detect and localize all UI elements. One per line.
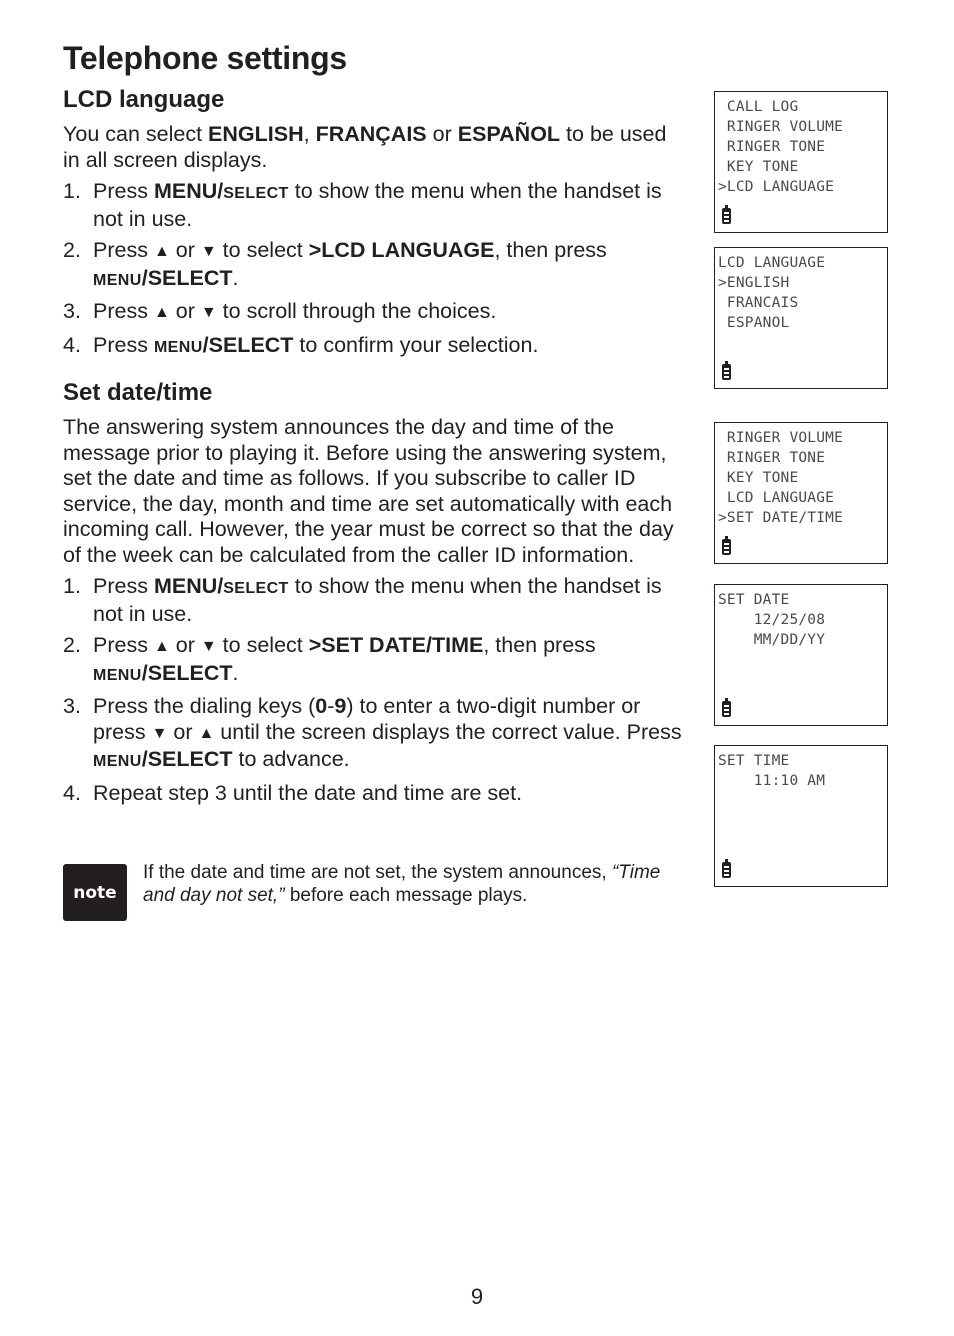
text-run: or (169, 238, 201, 262)
set-date-time-section (63, 379, 688, 812)
battery-icon (722, 364, 731, 380)
lcd-set-date (714, 584, 888, 726)
page-number: 9 (470, 1284, 484, 1309)
text-run: or (167, 719, 199, 744)
text-run: or (169, 633, 201, 657)
note-label: note (73, 882, 117, 903)
text-run: , then press (494, 238, 607, 262)
step-number: 4. (63, 332, 81, 357)
lcd-language-steps (63, 179, 688, 360)
lcd-main-menu (714, 91, 888, 233)
lcd-line: 12/25/08 (718, 612, 826, 628)
step-number: 3. (63, 299, 81, 323)
lcd-line: KEY TONE (718, 470, 799, 486)
text-run: MENU (93, 271, 142, 289)
lcd-line: 11:10 AM (718, 773, 826, 789)
step-number: 4. (63, 780, 81, 805)
step-item (63, 781, 688, 807)
down-arrow-icon: ▼ (200, 638, 217, 655)
text-run: until the screen displays the correct value. Press (214, 719, 682, 744)
step-number: 2. (63, 633, 81, 657)
step-number: 1. (63, 179, 81, 203)
text-run: to select (216, 633, 309, 657)
note-text-italic: “Time and day not set,” (143, 862, 661, 906)
text-run: >SET DATE/TIME (308, 633, 484, 657)
battery-icon (722, 208, 731, 224)
down-arrow-icon: ▼ (151, 724, 168, 742)
text-run: Press (93, 179, 154, 203)
text-run: Press (93, 574, 154, 598)
set-date-time-intro: The answering system announces the day and time of the message prior to playing it. Before using the answering system, set the date and time as follows. If you subscribe to caller ID service, the day, month and time are set automatically with each incoming call. However, the year must be correct so that the day of the week can be calculated from the caller ID information. (63, 415, 674, 567)
page-title: Telephone settings (63, 40, 347, 76)
text-run: SELECT (223, 185, 289, 202)
text-run: /SELECT (141, 265, 233, 290)
text-run: to scroll through the choices. (216, 299, 497, 323)
text-run: . (232, 265, 239, 290)
set-date-time-heading: Set date/time (63, 379, 213, 406)
text-run: FRANÇAIS (315, 122, 427, 146)
lcd-line: MM/DD/YY (718, 632, 826, 648)
step-number: 2. (63, 238, 81, 262)
text-run: MENU (93, 753, 142, 770)
text-run: , then press (483, 633, 596, 657)
text-run: Press (93, 299, 154, 323)
up-arrow-icon: ▲ (198, 724, 215, 742)
battery-icon (722, 862, 731, 878)
lcd-line: SET TIME (718, 753, 790, 769)
down-arrow-icon: ▼ (200, 243, 217, 260)
lcd-language-intro (63, 122, 688, 173)
text-run: to be used in all screen displays. (63, 122, 667, 172)
lcd-language-heading: LCD language (63, 86, 225, 113)
lcd-set-time (714, 745, 888, 887)
step-item (63, 633, 688, 688)
note-badge (63, 864, 127, 921)
lcd-line: RINGER TONE (718, 139, 826, 155)
lcd-line: SET DATE (718, 592, 790, 608)
text-run: You can select (63, 122, 209, 146)
lcd-line: LCD LANGUAGE (718, 255, 826, 271)
lcd-line: >SET DATE/TIME (718, 510, 844, 526)
text-run: 0 (315, 694, 328, 718)
step-item (63, 299, 688, 327)
step-number: 1. (63, 574, 81, 598)
lcd-line: >ENGLISH (718, 275, 790, 291)
battery-icon (722, 539, 731, 555)
text-run: to advance. (232, 747, 350, 771)
text-run: /SELECT (141, 747, 233, 771)
text-run: Press (93, 238, 154, 262)
text-run: MENU (93, 666, 142, 684)
step-item (63, 179, 688, 232)
text-run: /SELECT (141, 660, 233, 685)
battery-icon (722, 701, 731, 717)
lcd-line: RINGER VOLUME (718, 430, 844, 446)
text-run: SELECT (223, 580, 289, 597)
lcd-line: FRANCAIS (718, 295, 799, 311)
lcd-line: LCD LANGUAGE (718, 490, 835, 506)
lcd-date-time-menu (714, 422, 888, 564)
text-run: Press the dialing keys ( (93, 694, 316, 718)
text-run: ) to enter a two-digit number or press (93, 694, 641, 744)
text-run: >LCD LANGUAGE (308, 238, 495, 262)
lcd-line: ESPANOL (718, 315, 790, 331)
down-arrow-icon: ▼ (200, 304, 217, 321)
step-item (63, 574, 688, 627)
note-text-before: If the date and time are not set, the system announces, (143, 862, 612, 883)
text-run: Press (93, 633, 154, 657)
step-item (63, 333, 688, 361)
text-run: or (169, 299, 201, 323)
note-text (143, 862, 683, 907)
text-run: to show the menu when the handset is not in use. (93, 179, 662, 231)
lcd-line: KEY TONE (718, 159, 799, 175)
text-run: Press (93, 332, 154, 357)
text-run: ESPAÑOL (457, 122, 561, 146)
step-item (63, 238, 688, 293)
text-run: /SELECT (202, 332, 294, 357)
up-arrow-icon: ▲ (153, 243, 170, 260)
step-item (63, 694, 688, 775)
lcd-language-section (63, 86, 688, 366)
text-run: Repeat step 3 until the date and time are set. (93, 780, 523, 805)
text-run: - (327, 694, 335, 718)
set-date-time-steps (63, 574, 688, 806)
lcd-line: RINGER TONE (718, 450, 826, 466)
up-arrow-icon: ▲ (153, 638, 170, 655)
text-run: MENU (153, 338, 203, 356)
text-run: , (303, 122, 316, 146)
text-run: . (232, 660, 239, 685)
text-run: 9 (334, 694, 347, 718)
lcd-language-menu (714, 247, 888, 389)
text-run: or (426, 122, 458, 146)
lcd-line: RINGER VOLUME (718, 119, 844, 135)
text-run: to show the menu when the handset is not in use. (93, 574, 662, 626)
note-text-after: before each message plays. (284, 884, 528, 906)
text-run: to select (216, 238, 309, 262)
text-run: MENU/ (153, 179, 224, 203)
up-arrow-icon: ▲ (153, 304, 170, 321)
text-run: ENGLISH (208, 122, 304, 146)
lcd-line: CALL LOG (718, 99, 799, 115)
text-run: MENU/ (153, 574, 224, 598)
text-run: to confirm your selection. (293, 332, 539, 357)
step-number: 3. (63, 694, 81, 718)
lcd-line: >LCD LANGUAGE (718, 179, 835, 195)
